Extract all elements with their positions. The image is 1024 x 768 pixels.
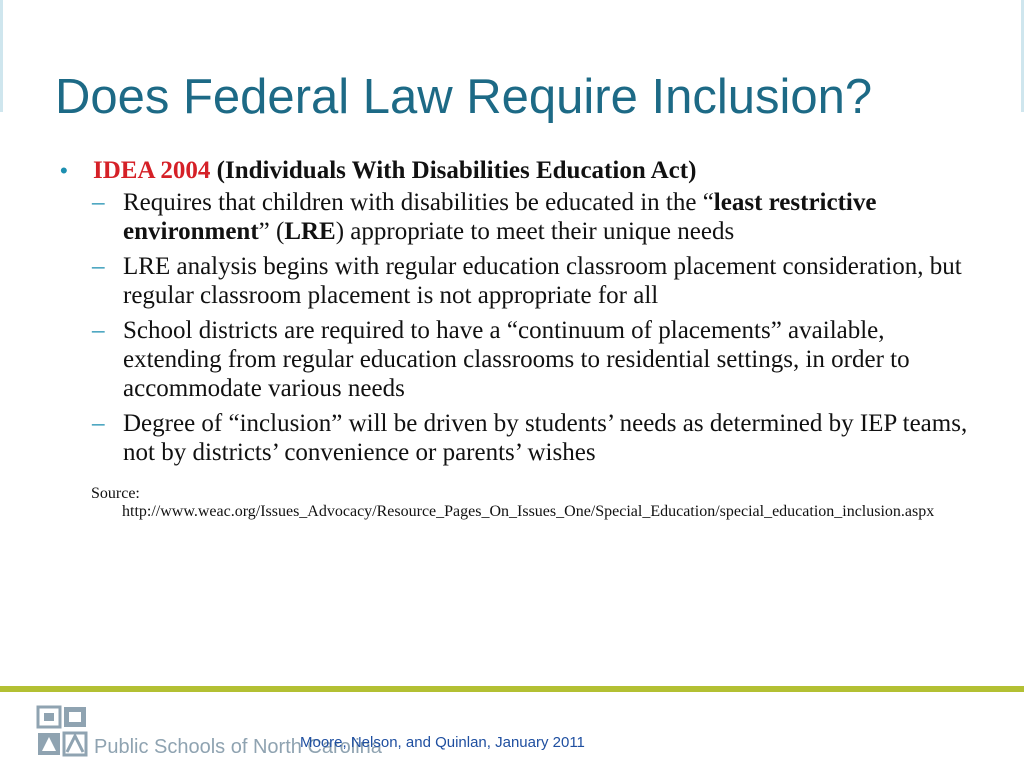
source-citation <box>60 485 980 521</box>
dash-icon: – <box>92 410 105 437</box>
source-label: Source: <box>91 485 140 502</box>
slide-title: Does Federal Law Require Inclusion? <box>55 70 873 124</box>
sub-bullet-continuum: – School districts are required to have a “continuum of placements” available, extending from regular education classrooms to residential settings, in order to accommodate various needs <box>92 317 910 402</box>
idea-highlight: IDEA 2004 <box>93 157 211 184</box>
sub-bullet-degree: – Degree of “inclusion” will be driven by students’ needs as determined by IEP teams, not by districts’ convenience or parents’ wishes <box>92 410 968 466</box>
org-name: Public Schools of North Carolina <box>94 736 382 758</box>
act-name: (Individuals With Disabilities Education Act) <box>216 157 697 184</box>
footer-divider <box>0 686 1024 692</box>
bold-acronym: LRE <box>284 218 336 245</box>
slide-content <box>60 156 980 521</box>
footer-credit: Moore, Nelson, and Quinlan, January 2011 <box>300 734 585 751</box>
dash-icon: – <box>92 189 105 216</box>
sub-bullet-analysis: – LRE analysis begins with regular education classroom placement consideration, but regular classroom placement is not appropriate for all <box>92 253 962 309</box>
main-bullet <box>60 156 980 186</box>
bullet-dot-icon: • <box>60 158 68 183</box>
source-url: http://www.weac.org/Issues_Advocacy/Resource_Pages_On_Issues_One/Special_Education/special_education_inclusion.aspx <box>122 503 935 520</box>
corner-accent-left <box>0 0 3 112</box>
bold-term: least restrictive environment <box>123 189 877 245</box>
sub-bullet-list <box>60 188 980 467</box>
dash-icon: – <box>92 317 105 344</box>
sub-bullet-lre: – Requires that children with disabilities be educated in the “least restrictive environment” (LRE) appropriate to meet their unique needs <box>92 189 877 245</box>
psnc-logo-icon <box>36 705 88 757</box>
dash-icon: – <box>92 253 105 280</box>
